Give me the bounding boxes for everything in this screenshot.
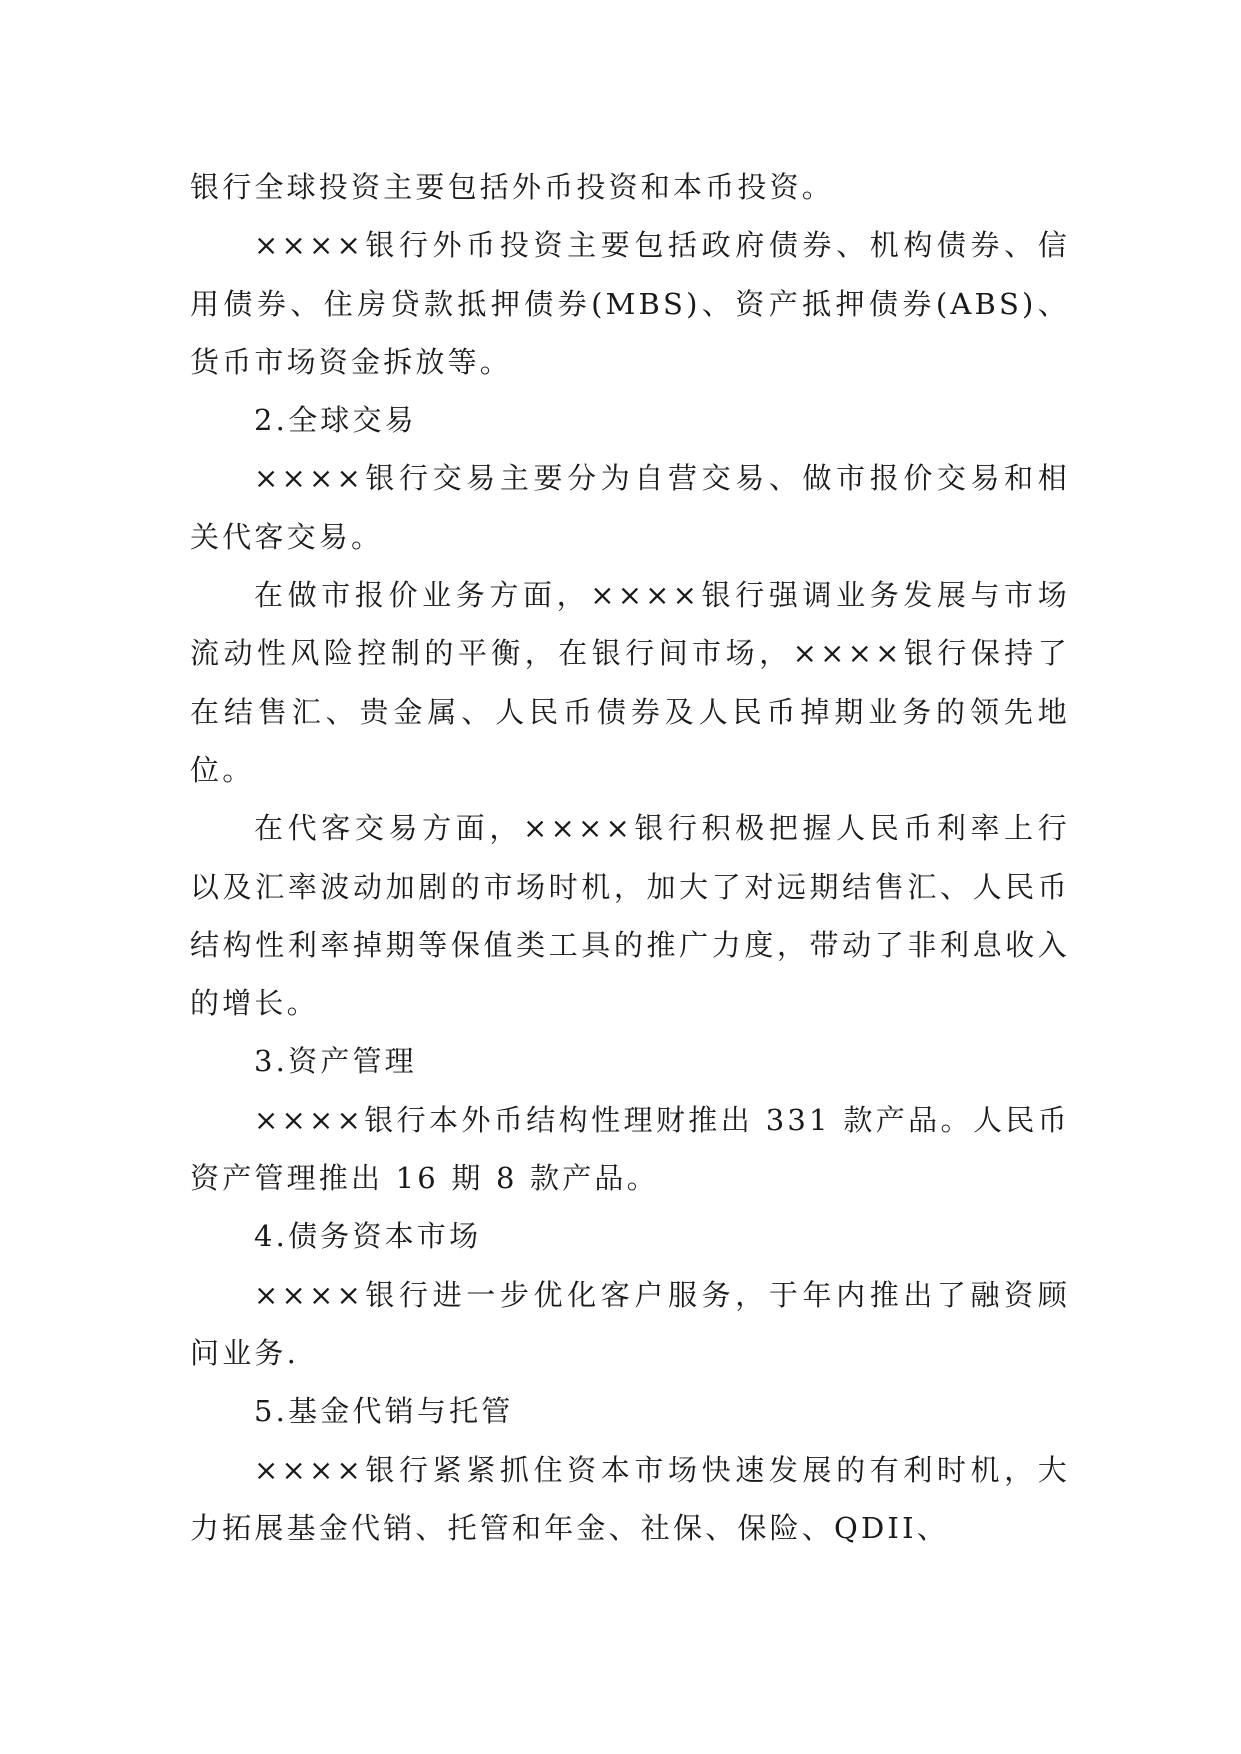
paragraph-financing-advisory: ××××银行进一步优化客户服务，于年内推出了融资顾问业务. <box>190 1277 1070 1370</box>
section-heading-global-trading: 2.全球交易 <box>254 403 417 438</box>
paragraph-agency-trading: 在代客交易方面，××××银行积极把握人民币利率上行以及汇率波动加剧的市场时机，加大了对远期结售汇、人民币结构性利率掉期等保值类工具的推广力度，带动了非利息收入的增长。 <box>190 811 1070 1021</box>
section-heading-debt-capital-market: 4.债务资本市场 <box>254 1219 482 1254</box>
paragraph-asset-management-products: ××××银行本外币结构性理财推出 331 款产品。人民币资产管理推出 16 期 8 款产品。 <box>190 1102 1070 1196</box>
paragraph-market-making: 在做市报价业务方面，××××银行强调业务发展与市场流动性风险控制的平衡，在银行间市场，××××银行保持了在结售汇、贵金属、人民币债券及人民币掉期业务的领先地位。 <box>190 578 1070 787</box>
paragraph-global-investment-intro: 银行全球投资主要包括外币投资和本币投资。 <box>190 170 835 204</box>
paragraph-foreign-currency-investment: ××××银行外币投资主要包括政府债券、机构债券、信用债券、住房贷款抵押债券(MBS)、资产抵押债券(ABS)、货币市场资金拆放等。 <box>190 228 1070 379</box>
paragraph-fund-distribution: ××××银行紧紧抓住资本市场快速发展的有利时机，大力拓展基金代销、托管和年金、社保、保险、QDII、 <box>190 1452 1070 1545</box>
document-page <box>190 158 1070 1557</box>
paragraph-trading-types: ××××银行交易主要分为自营交易、做市报价交易和相关代客交易。 <box>190 461 1070 554</box>
section-heading-asset-management: 3.资产管理 <box>254 1044 417 1079</box>
section-heading-fund-distribution-custody: 5.基金代销与托管 <box>254 1394 514 1429</box>
